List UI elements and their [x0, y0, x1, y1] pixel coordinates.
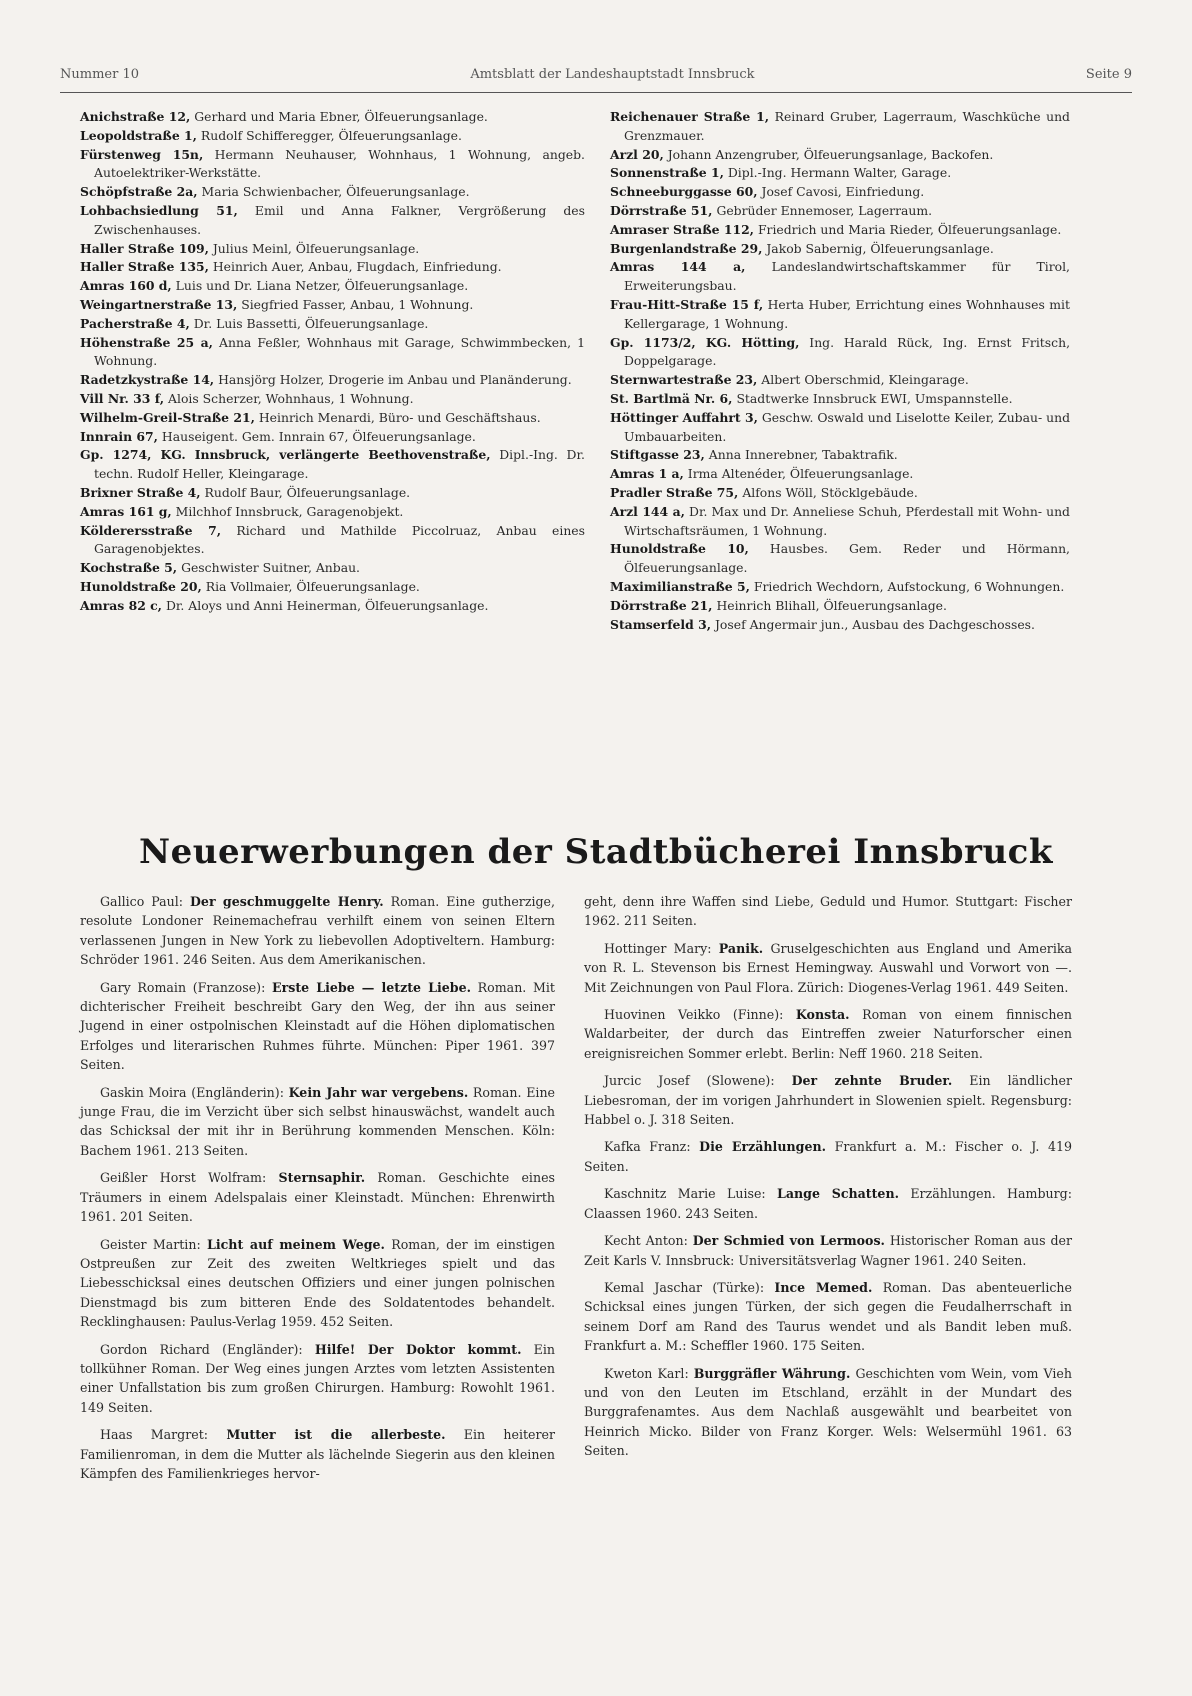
- book-title: Kein Jahr war vergebens.: [288, 1084, 469, 1100]
- book-author: Gordon Richard (Engländer):: [100, 1341, 315, 1357]
- permit-address: Sternwartestraße 23,: [610, 372, 758, 388]
- book-title: Burggräfler Währung.: [693, 1365, 851, 1381]
- permit-entry: [610, 164, 1070, 183]
- permit-address: Weingartnerstraße 13,: [80, 296, 238, 312]
- permit-address: Hunoldstraße 20,: [80, 578, 202, 594]
- permit-entry: [80, 503, 585, 522]
- permit-address: Lohbachsiedlung 51,: [80, 202, 238, 218]
- page-header: [60, 62, 1132, 93]
- permit-description: Milchhof Innsbruck, Garagenobjekt.: [171, 503, 404, 519]
- permit-address: Radetzkystraße 14,: [80, 372, 215, 388]
- permit-description: Albert Oberschmid, Kleingarage.: [757, 372, 969, 388]
- permit-entry: [610, 465, 1070, 484]
- permit-entry: [610, 202, 1070, 221]
- book-description: Roman. Geschichte eines Träumers in einem Adelspalais einer Kleinstadt. München: Ehrenwirth 1961. 201 Seiten.: [80, 1170, 555, 1225]
- permit-description: Anna Feßler, Wohnhaus mit Garage, Schwimmbecken, 1 Wohnung.: [94, 334, 585, 369]
- permit-entry: [80, 108, 585, 127]
- book-entry: [584, 1071, 1072, 1129]
- permit-description: Siegfried Fasser, Anbau, 1 Wohnung.: [237, 296, 474, 312]
- book-title: Ince Memed.: [774, 1279, 873, 1295]
- permit-address: Burgenlandstraße 29,: [610, 240, 763, 256]
- permit-address: Leopoldstraße 1,: [80, 127, 197, 143]
- permit-description: Emil und Anna Falkner, Vergrößerung des Zwischenhauses.: [94, 202, 585, 237]
- book-entry: [584, 939, 1072, 997]
- permit-address: Dörrstraße 21,: [610, 597, 713, 613]
- book-entry: [80, 1340, 555, 1418]
- permit-address: Gp. 1274, KG. Innsbruck, verlängerte Beethovenstraße,: [80, 447, 491, 463]
- permit-address: Maximilianstraße 5,: [610, 578, 750, 594]
- permit-entry: [80, 277, 585, 296]
- book-description: Roman, der im einstigen Ostpreußen zur Zeit des zweiten Weltkrieges spielt und das Liebesschicksal eines deutschen Offiziers und einer jungen polnischen Dienstmagd bis zum bitteren Ende des Soldatentodes behandelt. Recklinghausen: Paulus-Verlag 1959. 452 Seiten.: [80, 1236, 555, 1330]
- book-title: Konsta.: [795, 1007, 850, 1023]
- permit-entry: [610, 108, 1070, 146]
- book-title: Hilfe! Der Doktor kommt.: [314, 1341, 522, 1357]
- permit-description: Geschw. Oswald und Liselotte Keiler, Zubau- und Umbauarbeiten.: [624, 409, 1071, 444]
- permit-address: Amras 160 d,: [80, 278, 172, 294]
- book-entry: [584, 1137, 1072, 1176]
- permit-entry: [610, 616, 1070, 635]
- permit-address: Haller Straße 109,: [80, 240, 209, 256]
- permit-description: Anna Innerebner, Tabaktrafik.: [704, 447, 898, 463]
- book-author: Jurcic Josef (Slowene):: [604, 1073, 792, 1089]
- permit-address: Pacherstraße 4,: [80, 315, 190, 331]
- permit-address: Arzl 20,: [610, 146, 664, 162]
- book-entry: [80, 1083, 555, 1161]
- permit-description: Dr. Luis Bassetti, Ölfeuerungsanlage.: [189, 315, 429, 331]
- book-author: Huovinen Veikko (Finne):: [604, 1007, 796, 1023]
- permit-entry: [610, 240, 1070, 259]
- permit-description: Landeslandwirtschaftskammer für Tirol, Erweiterungsbau.: [624, 259, 1070, 294]
- book-title: Sternsaphir.: [278, 1170, 366, 1186]
- permit-entry: [610, 597, 1070, 616]
- page-number: Seite 9: [1085, 66, 1132, 82]
- permit-description: Heinrich Auer, Anbau, Flugdach, Einfriedung.: [208, 259, 502, 275]
- permit-address: Reichenauer Straße 1,: [610, 109, 770, 124]
- permit-entry: [80, 183, 585, 202]
- permit-entry: [80, 428, 585, 447]
- permit-address: Arzl 144 a,: [610, 503, 685, 519]
- permit-entry: [80, 334, 585, 372]
- permit-description: Herta Huber, Errichtung eines Wohnhauses mit Kellergarage, 1 Wohnung.: [624, 296, 1070, 331]
- permit-address: Vill Nr. 33 f,: [80, 390, 165, 406]
- permit-description: Dr. Max und Dr. Anneliese Schuh, Pferdestall mit Wohn- und Wirtschaftsräumen, 1 Wohnung.: [624, 503, 1070, 538]
- permit-description: Dr. Aloys und Anni Heinerman, Ölfeuerungsanlage.: [162, 597, 489, 613]
- permit-description: Heinrich Menardi, Büro- und Geschäftshaus.: [254, 409, 541, 425]
- permit-entry: [80, 578, 585, 597]
- book-description: Roman. Eine junge Frau, die im Verzicht über sich selbst hinauswächst, wandelt auch das Schicksal der mit ihr in Berührung kommenden Menschen. Köln: Bachem 1961. 213 Seiten.: [80, 1084, 556, 1158]
- permit-entry: [610, 183, 1070, 202]
- permit-entry: [80, 409, 585, 428]
- book-description: Roman. Eine gutherzige, resolute Londoner Reinemachefrau verhilft einem von seinen Eltern verlassenen Jungen in New York zu liebevollen Adoptiveltern. Hamburg: Schröder 1961. 246 Seiten. Aus dem Amerikanischen.: [80, 894, 556, 968]
- book-description: Ein tollkühner Roman. Der Weg eines jungen Arztes vom letzten Assistenten einer Unfallstation bis zum großen Chirurgen. Hamburg: Rowohlt 1961. 149 Seiten.: [80, 1341, 555, 1415]
- books-column-left: [80, 892, 555, 1491]
- book-description: Roman. Mit dichterischer Freiheit beschreibt Gary den Weg, der ihn aus seiner Jugend in einer ostpolnischen Kleinstadt auf die Höhen diplomatischen Erfolges und literarischen Ruhmes führte. München: Piper 1961. 397 Seiten.: [80, 979, 555, 1073]
- book-author: Kweton Karl:: [604, 1365, 694, 1381]
- permit-address: Gp. 1173/2, KG. Hötting,: [610, 334, 800, 350]
- permit-entry: [80, 371, 585, 390]
- permit-description: Gerhard und Maria Ebner, Ölfeuerungsanlage.: [190, 109, 488, 124]
- book-entry: [80, 1425, 555, 1483]
- book-author: Kemal Jaschar (Türke):: [604, 1279, 775, 1295]
- permit-address: Wilhelm-Greil-Straße 21,: [80, 409, 255, 425]
- book-entry: [584, 1231, 1072, 1270]
- book-author: Gary Romain (Franzose):: [100, 979, 273, 995]
- book-description: Frankfurt a. M.: Fischer o. J. 419 Seiten.: [584, 1139, 1072, 1174]
- book-title: Panik.: [718, 940, 764, 956]
- permits-column-right: [610, 108, 1070, 634]
- permit-description: Richard und Mathilde Piccolruaz, Anbau eines Garagenobjektes.: [94, 522, 585, 557]
- permit-entry: [610, 390, 1070, 409]
- permit-address: Höttinger Auffahrt 3,: [610, 409, 758, 425]
- permit-address: Sonnenstraße 1,: [610, 165, 724, 181]
- permit-description: Rudolf Schifferegger, Ölfeuerungsanlage.: [196, 127, 462, 143]
- permit-description: Maria Schwienbacher, Ölfeuerungsanlage.: [197, 184, 470, 200]
- permit-address: Haller Straße 135,: [80, 259, 209, 275]
- permit-entry: [80, 258, 585, 277]
- permit-description: Johann Anzengruber, Ölfeuerungsanlage, Backofen.: [663, 146, 994, 162]
- permit-address: Höhenstraße 25 a,: [80, 334, 213, 350]
- book-description: Erzählungen. Hamburg: Claassen 1960. 243 Seiten.: [584, 1186, 1072, 1221]
- permit-entry: [610, 446, 1070, 465]
- book-author: Geißler Horst Wolfram:: [100, 1170, 279, 1186]
- permit-description: Josef Angermair jun., Ausbau des Dachgeschosses.: [711, 616, 1035, 632]
- permit-description: Hausbes. Gem. Reder und Hörmann, Ölfeuerungsanlage.: [624, 541, 1070, 576]
- book-description: Historischer Roman aus der Zeit Karls V. Innsbruck: Universitätsverlag Wagner 1961. 240 Seiten.: [584, 1233, 1072, 1268]
- permit-address: Schöpfstraße 2a,: [80, 184, 198, 200]
- permit-description: Alfons Wöll, Stöcklgebäude.: [738, 484, 918, 500]
- book-title: Die Erzählungen.: [699, 1139, 827, 1155]
- permit-address: Schneeburggasse 60,: [610, 184, 758, 200]
- permit-description: Josef Cavosi, Einfriedung.: [757, 184, 925, 200]
- permit-address: Amras 161 g,: [80, 503, 172, 519]
- permit-address: Kochstraße 5,: [80, 560, 178, 576]
- book-title: Erste Liebe — letzte Liebe.: [272, 979, 471, 995]
- book-description: Roman. Das abenteuerliche Schicksal eines jungen Türken, der sich gegen die Feudalherrschaft in seinem Dorf am Rand des Taurus wendet und als Bandit leben muß. Frankfurt a. M.: Scheffler 1960. 175 Seiten.: [584, 1279, 1072, 1354]
- permit-entry: [80, 202, 585, 240]
- book-description: Ein ländlicher Liebesroman, der im vorigen Jahrhundert in Slowenien spielt. Regensburg: Habbel o. J. 318 Seiten.: [584, 1073, 1072, 1128]
- book-author: Kaschnitz Marie Luise:: [604, 1186, 777, 1202]
- book-author: Hottinger Mary:: [604, 940, 719, 956]
- permit-description: Jakob Sabernig, Ölfeuerungsanlage.: [762, 240, 994, 256]
- permit-description: Hansjörg Holzer, Drogerie im Anbau und Planänderung.: [214, 372, 572, 388]
- permit-description: Hermann Neuhauser, Wohnhaus, 1 Wohnung, angeb. Autoelektriker-Werkstätte.: [94, 146, 585, 181]
- issue-number: Nummer 10: [60, 66, 139, 82]
- permit-entry: [80, 390, 585, 409]
- book-title: Licht auf meinem Wege.: [206, 1236, 385, 1252]
- book-description: Ein heiterer Familienroman, in dem die Mutter als lächelnde Siegerin aus den kleinen Kämpfen des Familienkrieges hervor-: [80, 1427, 556, 1481]
- permit-address: Stiftgasse 23,: [610, 447, 705, 463]
- book-title: Der geschmuggelte Henry.: [190, 894, 384, 909]
- permit-entry: [80, 127, 585, 146]
- permit-entry: [80, 296, 585, 315]
- permit-entry: [610, 409, 1070, 447]
- permit-description: Ing. Harald Rück, Ing. Ernst Fritsch, Doppelgarage.: [624, 334, 1071, 369]
- permit-entry: [80, 484, 585, 503]
- permit-entry: [80, 240, 585, 259]
- book-entry: [80, 1168, 555, 1226]
- permit-description: Alois Scherzer, Wohnhaus, 1 Wohnung.: [164, 390, 414, 406]
- books-column-right: [584, 892, 1072, 1469]
- permit-description: Ria Vollmaier, Ölfeuerungsanlage.: [201, 578, 420, 594]
- book-entry: [80, 892, 555, 970]
- permit-entry: [610, 146, 1070, 165]
- permit-address: Hunoldstraße 10,: [610, 541, 749, 557]
- permit-address: Amras 82 c,: [80, 597, 162, 613]
- book-entry: [584, 1005, 1072, 1063]
- book-title: Der zehnte Bruder.: [791, 1073, 953, 1089]
- publication-title: Amtsblatt der Landeshauptstadt Innsbruck: [470, 66, 755, 82]
- permit-entry: [610, 371, 1070, 390]
- book-author: Gaskin Moira (Engländerin):: [100, 1084, 289, 1100]
- permit-address: Stamserfeld 3,: [610, 616, 712, 632]
- permit-address: Pradler Straße 75,: [610, 484, 739, 500]
- book-title: Der Schmied von Lermoos.: [692, 1233, 885, 1249]
- permit-description: Gebrüder Ennemoser, Lagerraum.: [712, 202, 933, 218]
- book-description: Gruselgeschichten aus England und Amerika von R. L. Stevenson bis Ernest Hemingway. Auswahl und Vorwort von —. Mit Zeichnungen von Paul Flora. Zürich: Diogenes-Verlag 1961. 449 Seiten.: [584, 940, 1072, 995]
- book-description: Roman von einem finnischen Waldarbeiter, der durch das Eintreffen zweier Naturforscher einen ereignisreichen Sommer erlebt. Berlin: Neff 1960. 218 Seiten.: [584, 1007, 1072, 1061]
- book-author: Geister Martin:: [100, 1236, 207, 1252]
- book-author: Kecht Anton:: [604, 1233, 693, 1249]
- book-entry: [80, 1235, 555, 1332]
- permit-description: Reinard Gruber, Lagerraum, Waschküche und Grenzmauer.: [624, 109, 1070, 143]
- permit-description: Friedrich und Maria Rieder, Ölfeuerungsanlage.: [754, 221, 1062, 237]
- permit-address: Brixner Straße 4,: [80, 484, 201, 500]
- permit-address: Dörrstraße 51,: [610, 202, 713, 218]
- permit-description: Friedrich Wechdorn, Aufstockung, 6 Wohnungen.: [749, 578, 1065, 594]
- permit-entry: [80, 597, 585, 616]
- permit-description: Rudolf Baur, Ölfeuerungsanlage.: [200, 484, 411, 500]
- permit-entry: [80, 315, 585, 334]
- permit-address: Kölderersstraße 7,: [80, 522, 222, 538]
- permit-entry: [80, 146, 585, 184]
- book-title: Lange Schatten.: [777, 1186, 899, 1202]
- section-title: Neuerwerbungen der Stadtbücherei Innsbruck: [139, 832, 1053, 872]
- book-title: Mutter ist die allerbeste.: [226, 1427, 446, 1443]
- permit-entry: [80, 446, 585, 484]
- permit-description: Stadtwerke Innsbruck EWI, Umspannstelle.: [732, 390, 1013, 406]
- permit-description: Luis und Dr. Liana Netzer, Ölfeuerungsanlage.: [171, 278, 469, 294]
- permit-description: Geschwister Suitner, Anbau.: [177, 560, 361, 576]
- book-author: Haas Margret:: [100, 1427, 227, 1443]
- permits-column-left: [80, 108, 585, 616]
- permit-description: Julius Meinl, Ölfeuerungsanlage.: [208, 240, 420, 256]
- book-author: Gallico Paul:: [100, 894, 191, 909]
- permit-description: Dipl.-Ing. Dr. techn. Rudolf Heller, Kleingarage.: [94, 447, 585, 482]
- permit-entry: [610, 258, 1070, 296]
- permit-description: Heinrich Blihall, Ölfeuerungsanlage.: [712, 597, 947, 613]
- permit-entry: [610, 484, 1070, 503]
- permit-entry: [610, 578, 1070, 597]
- permit-address: Amraser Straße 112,: [610, 221, 754, 237]
- book-entry: [584, 1278, 1072, 1356]
- book-entry: [584, 1184, 1072, 1223]
- permit-entry: [80, 522, 585, 560]
- permit-address: St. Bartlmä Nr. 6,: [610, 390, 733, 406]
- permit-entry: [610, 296, 1070, 334]
- book-entry: [80, 978, 555, 1075]
- book-entry: [584, 892, 1072, 931]
- book-description: Geschichten vom Wein, vom Vieh und von den Leuten im Etschland, erzählt in der Mundart des Burggrafenamtes. Aus dem Nachlaß ausgewählt und bearbeitet von Heinrich Micko. Bilder von Franz Korger. Wels: Welsermühl 1961. 63 Seiten.: [584, 1365, 1072, 1459]
- permit-entry: [80, 559, 585, 578]
- permit-address: Innrain 67,: [80, 428, 158, 444]
- permit-address: Amras 1 a,: [610, 466, 684, 482]
- book-entry: [584, 1364, 1072, 1461]
- book-author: Kafka Franz:: [604, 1139, 700, 1155]
- permit-description: Hauseigent. Gem. Innrain 67, Ölfeuerungsanlage.: [157, 428, 476, 444]
- permit-address: Frau-Hitt-Straße 15 f,: [610, 296, 764, 312]
- permit-address: Amras 144 a,: [610, 259, 746, 275]
- permit-description: Dipl.-Ing. Hermann Walter, Garage.: [723, 165, 952, 181]
- permit-address: Anichstraße 12,: [80, 109, 191, 124]
- book-description: geht, denn ihre Waffen sind Liebe, Geduld und Humor. Stuttgart: Fischer 1962. 211 Seiten.: [584, 894, 1072, 929]
- permit-entry: [610, 221, 1070, 240]
- permit-entry: [610, 334, 1070, 372]
- permit-entry: [610, 503, 1070, 541]
- permit-address: Fürstenweg 15n,: [80, 146, 204, 162]
- permit-entry: [610, 540, 1070, 578]
- permit-description: Irma Altenéder, Ölfeuerungsanlage.: [683, 466, 914, 482]
